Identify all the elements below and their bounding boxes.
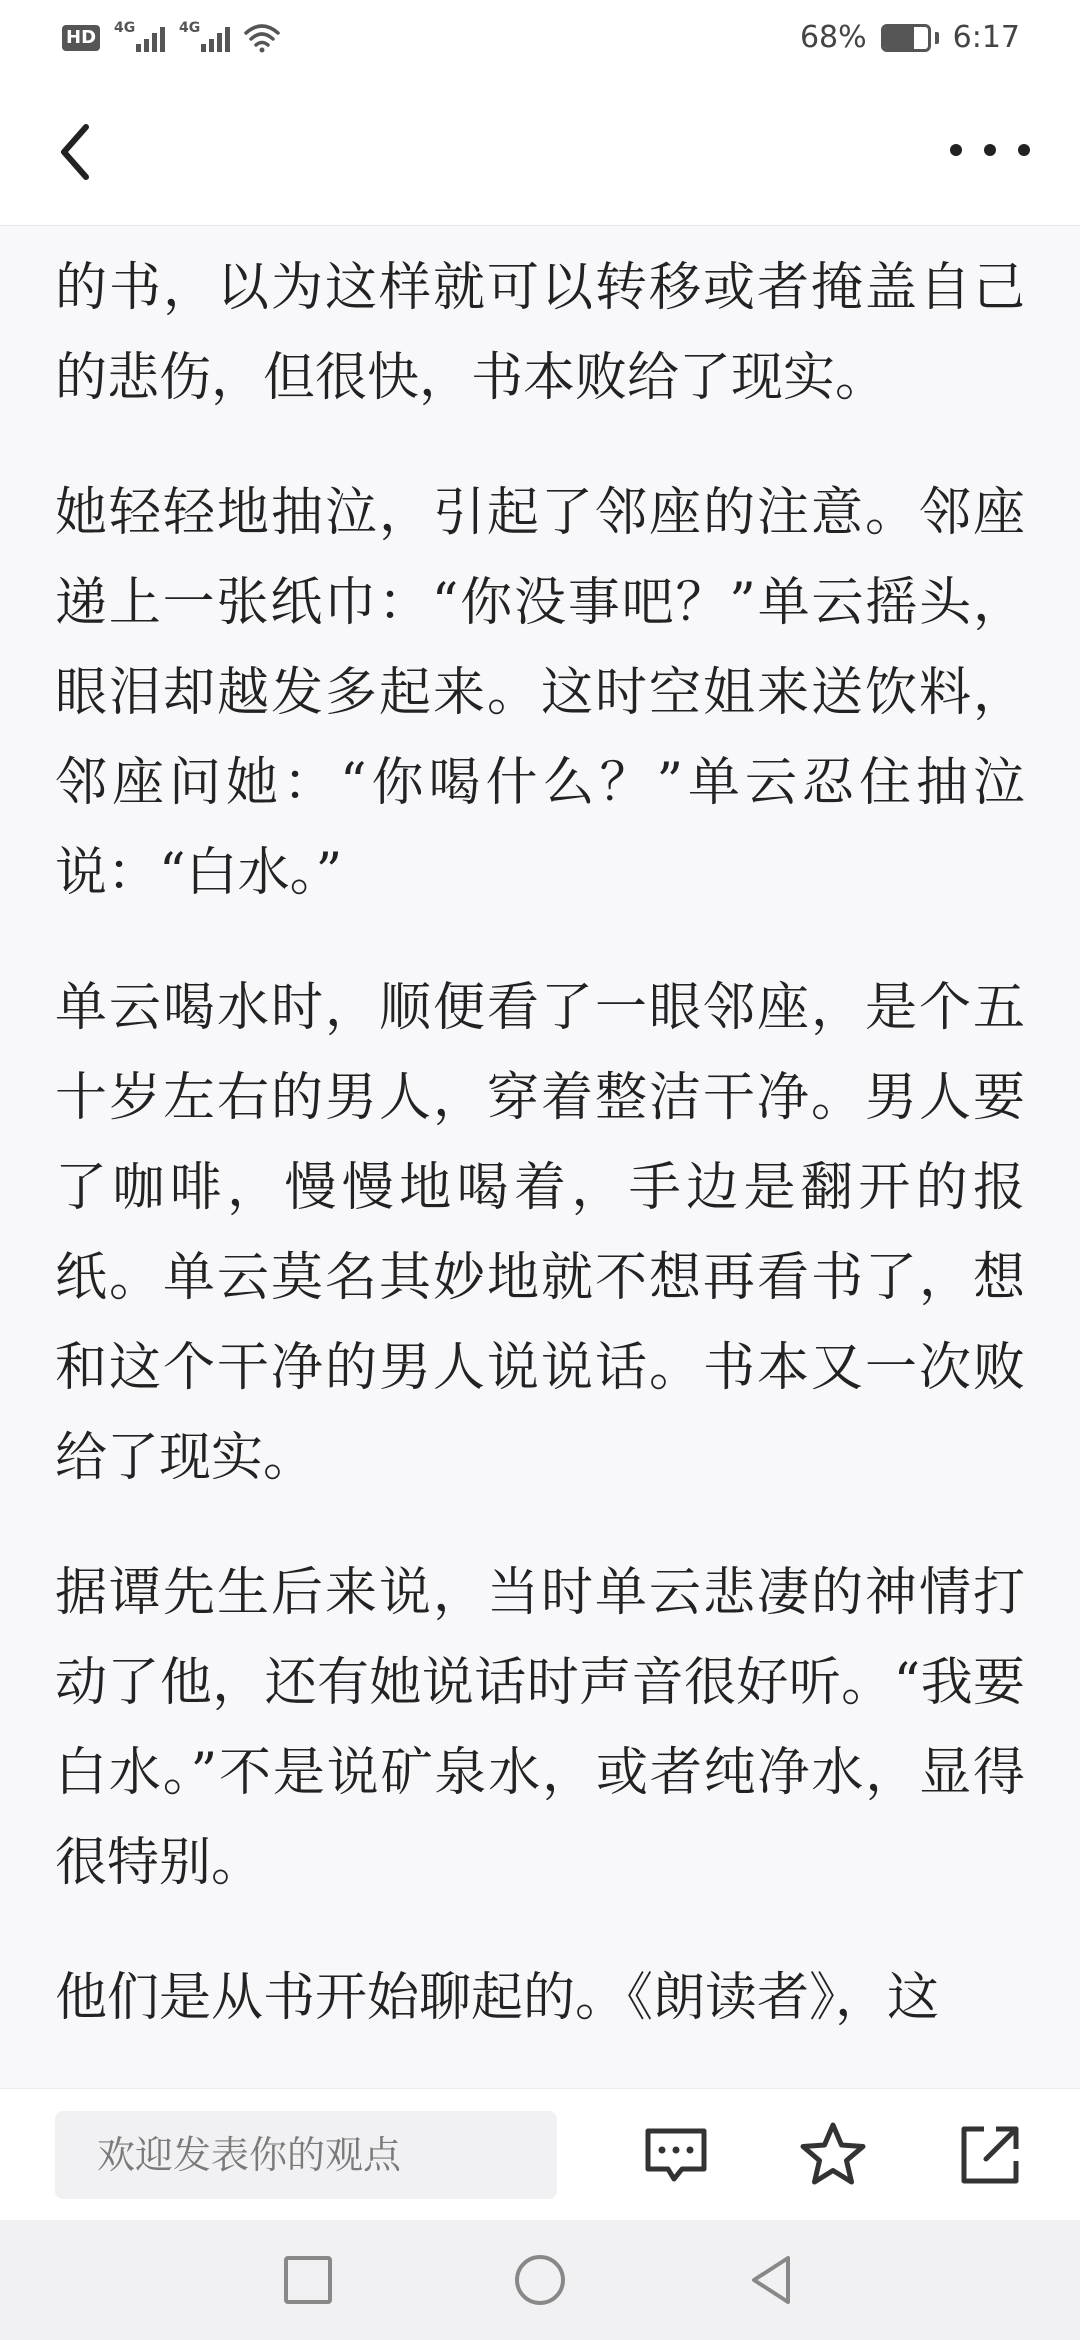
more-horizontal-icon <box>950 144 962 156</box>
signal-icon <box>179 19 230 52</box>
bottom-action-bar <box>0 2088 1080 2220</box>
status-left <box>62 19 280 53</box>
system-navigation-bar <box>0 2220 1080 2340</box>
article-paragraph: 他们是从书开始聊起的。《朗读者》，这 <box>55 1968 940 2028</box>
signal-icon <box>114 19 165 52</box>
comment-icon <box>640 2119 712 2191</box>
wifi-icon <box>244 23 280 53</box>
favorite-button[interactable] <box>797 2119 869 2191</box>
triangle-back-icon <box>742 2250 802 2310</box>
clock: 6:17 <box>952 20 1020 55</box>
circle-icon <box>510 2250 570 2310</box>
comment-button[interactable] <box>640 2119 712 2191</box>
hd-badge: HD <box>62 25 100 51</box>
star-icon <box>797 2119 869 2191</box>
network-type-label: 4G <box>114 19 136 36</box>
back-button[interactable] <box>50 117 110 187</box>
chevron-left-icon <box>50 117 110 187</box>
network-type-label: 4G <box>179 19 201 36</box>
article-paragraph: 单云喝水时，顺便看了一眼邻座，是个五十岁左右的男人，穿着整洁干净。男人要了咖啡，慢慢地喝着，手边是翻开的报纸。单云莫名其妙地就不想再看书了，想和这个干净的男人说说话。书本又一次败给了现实。 <box>55 978 1025 1488</box>
more-options-button[interactable] <box>950 125 1030 175</box>
article-paragraph: 的书，以为这样就可以转移或者掩盖自己的悲伤，但很快，书本败给了现实。 <box>55 258 1025 408</box>
battery-fill <box>884 27 914 49</box>
battery-percent: 68% <box>799 20 867 55</box>
article-paragraph: 她轻轻地抽泣，引起了邻座的注意。邻座递上一张纸巾：“你没事吧？”单云摇头，眼泪却越发多起来。这时空姐来送饮料，邻座问她：“你喝什么？”单云忍住抽泣说：“白水。” <box>55 483 1025 903</box>
article-paragraph: 据谭先生后来说，当时单云悲凄的神情打动了他，还有她说话时声音很好听。“我要白水。”不是说矿泉水，或者纯净水，显得很特别。 <box>55 1563 1025 1893</box>
home-button[interactable] <box>510 2250 570 2310</box>
battery-icon <box>881 24 939 52</box>
status-bar <box>0 0 1080 75</box>
status-right <box>800 20 1020 55</box>
recent-apps-button[interactable] <box>278 2250 338 2310</box>
square-icon <box>278 2250 338 2310</box>
nav-back-button[interactable] <box>742 2250 802 2310</box>
article-content[interactable] <box>0 226 1080 2088</box>
app-header <box>0 75 1080 226</box>
share-icon <box>954 2119 1026 2191</box>
share-button[interactable] <box>954 2119 1026 2191</box>
comment-input[interactable]: 欢迎发表你的观点 <box>55 2111 557 2199</box>
